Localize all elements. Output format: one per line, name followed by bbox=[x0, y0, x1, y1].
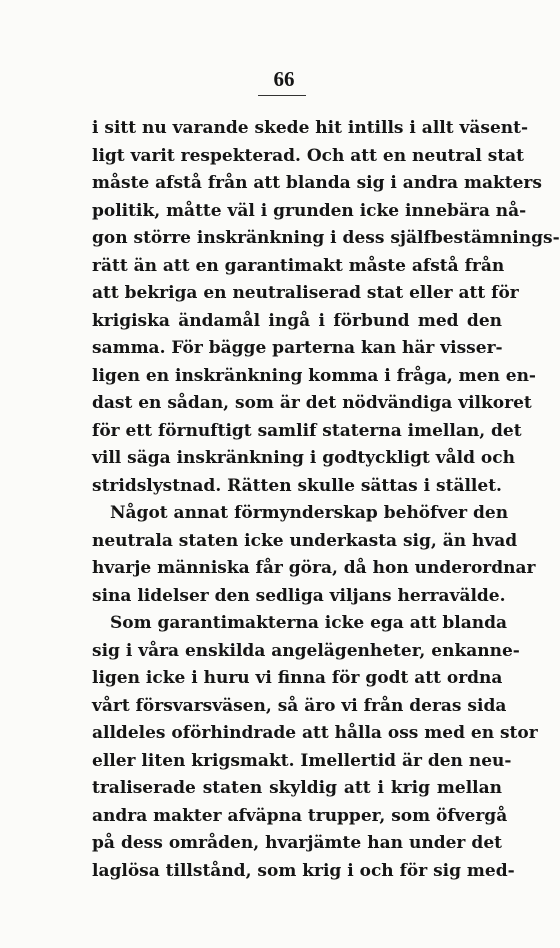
text-line: stridslystnad. Rätten skulle sättas i stället. bbox=[92, 475, 502, 496]
text-line: sina lidelser den sedliga viljans herravälde. bbox=[92, 585, 506, 606]
text-line: i sitt nu varande skede hit intills i allt väsent- bbox=[92, 118, 529, 138]
text-line: Något annat förmynderskap behöfver den bbox=[110, 503, 509, 523]
text-line: krigiska ändamål ingå i förbund med den bbox=[92, 310, 502, 331]
text-line: måste afstå från att blanda sig i andra makters bbox=[92, 173, 542, 193]
text-line: vill säga inskränkning i godtyckligt våld och bbox=[92, 448, 515, 468]
text-line: på dess områden, hvarjämte han under det bbox=[92, 833, 502, 853]
text-line: ligen en inskränkning komma i fråga, men en- bbox=[92, 365, 536, 386]
text-line: eller liten krigsmakt. Imellertid är den neu- bbox=[92, 750, 512, 771]
text-line: ligt varit respekterad. Och att en neutral stat bbox=[92, 145, 525, 166]
body-text bbox=[92, 115, 560, 885]
text-line: Som garantimakterna icke ega att blanda bbox=[110, 613, 507, 633]
text-line: alldeles oförhindrade att hålla oss med en stor bbox=[92, 723, 538, 743]
text-line: andra makter afväpna trupper, som öfvergå bbox=[92, 805, 508, 826]
text-line: rätt än att en garantimakt måste afstå från bbox=[92, 255, 505, 276]
text-line: neutrala staten icke underkasta sig, än hvad bbox=[92, 530, 518, 551]
text-line: för ett förnuftigt samlif staterna imellan, det bbox=[92, 420, 522, 441]
text-line: att bekriga en neutraliserad stat eller att för bbox=[92, 283, 519, 303]
page-number-rule bbox=[258, 95, 306, 96]
text-line: samma. För bägge parterna kan här visser- bbox=[92, 338, 503, 358]
text-line: gon större inskränkning i dess själfbestämnings- bbox=[92, 228, 560, 248]
text-line: traliserade staten skyldig att i krig mellan bbox=[92, 778, 502, 798]
text-line: politik, måtte väl i grunden icke innebära nå- bbox=[92, 200, 527, 221]
page-header bbox=[0, 68, 560, 90]
page-number: 66 bbox=[273, 67, 295, 91]
text-line: dast en sådan, som är det nödvändiga vilkoret bbox=[92, 393, 532, 413]
text-line: sig i våra enskilda angelägenheter, enkanne- bbox=[92, 640, 520, 661]
text-line: laglösa tillstånd, som krig i och för sig med- bbox=[92, 860, 515, 881]
text-line: hvarje människa får göra, då hon underordnar bbox=[92, 558, 536, 578]
text-line: ligen icke i huru vi finna för godt att ordna bbox=[92, 668, 503, 688]
text-line: vårt försvarsväsen, så äro vi från deras sida bbox=[92, 695, 507, 716]
